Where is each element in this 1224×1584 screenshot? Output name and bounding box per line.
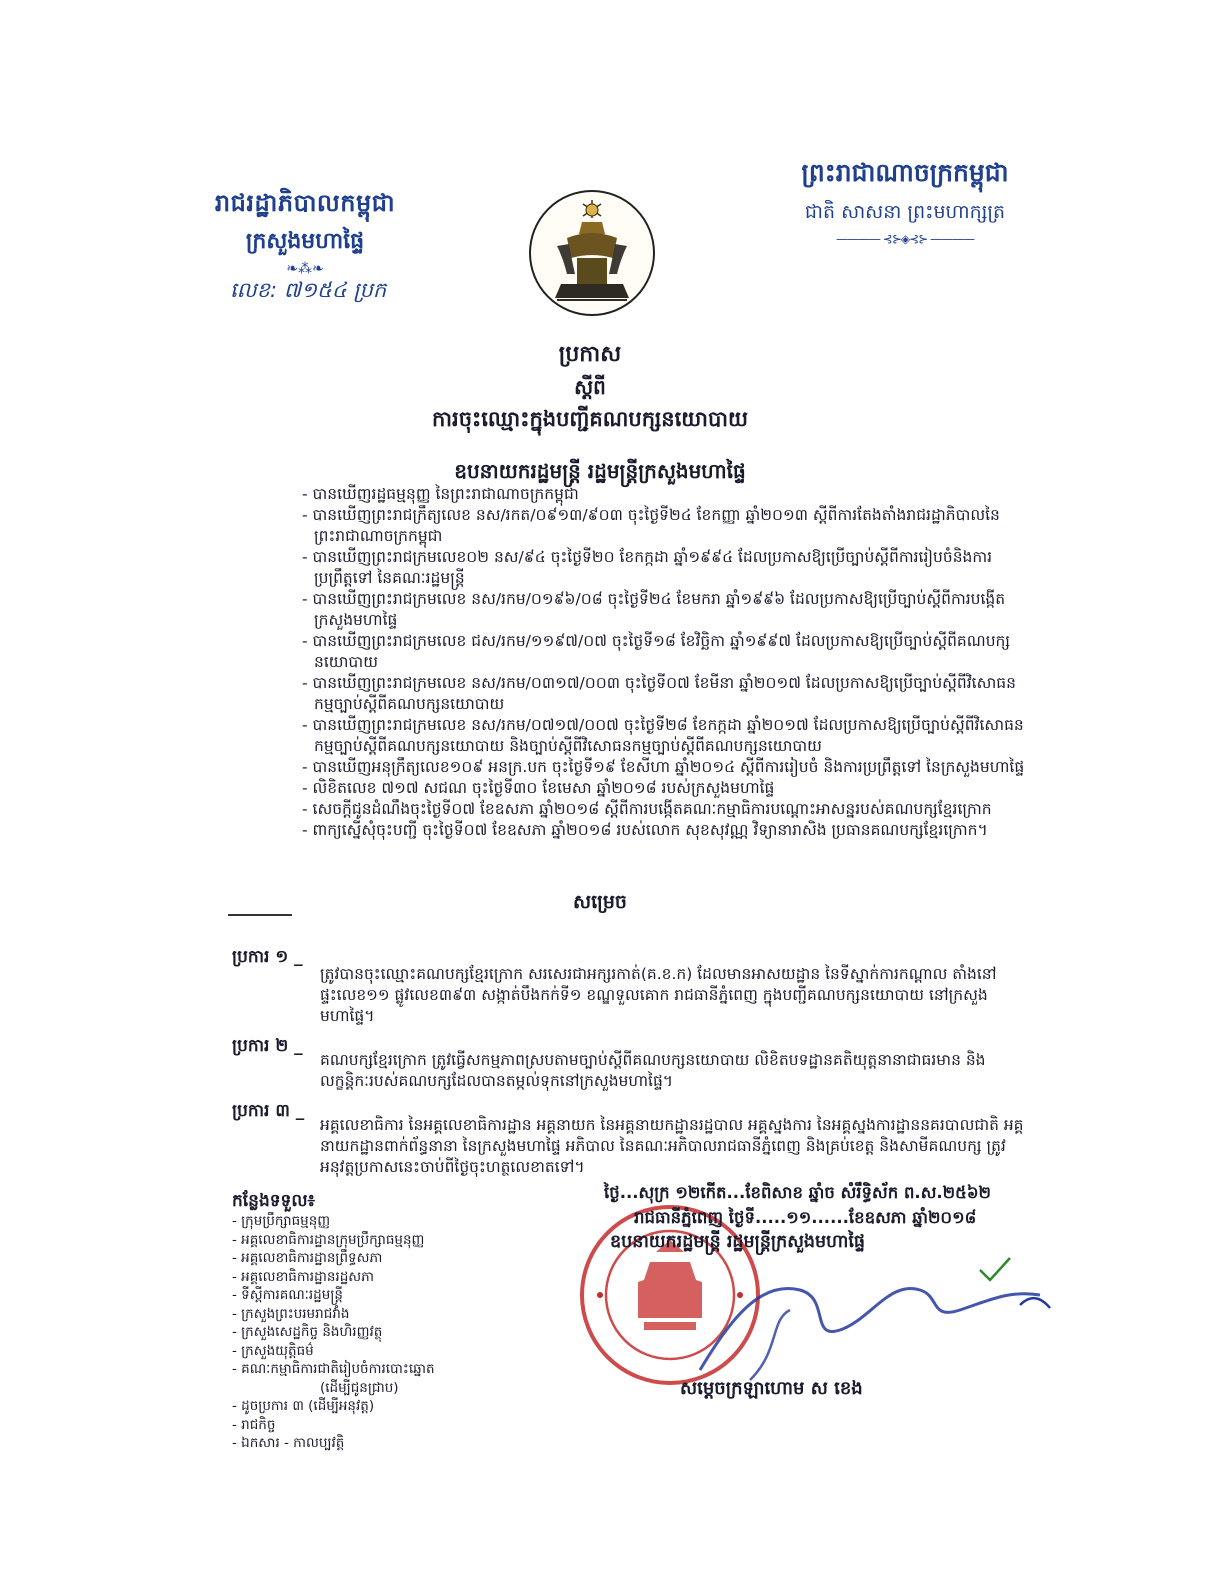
reference-item: - បានឃើញព្រះរាជក្រមលេខ នស/រកម/០៣១៧/០០៣ ចុះថ្ងៃទី០៧ ខែមីនា ឆ្នាំ២០១៧ ដែលប្រកាសឱ្យប្រើច្បាប់ស្តីពីវិសោធនកម្មច្បាប់ស្តីពីគណបក្សនយោបាយ (302, 674, 1016, 713)
ministry-header (200, 188, 410, 308)
reference-item: - បានឃើញអនុក្រឹត្យលេខ១០៩ អនក្រ.បក ចុះថ្ងៃទី១៩ ខែសីហា ឆ្នាំ២០១៤ ស្តីពីការរៀបចំ និងការប្រព្រឹត្តទៅ នៃក្រសួងមហាផ្ទៃ (302, 758, 1025, 776)
reference-item: - បានឃើញព្រះរាជក្រមលេខ០២ នស/៩៤ ចុះថ្ងៃទី២០ ខែកក្កដា ឆ្នាំ១៩៩៤ ដែលប្រកាសឱ្យប្រើច្បាប់ស្តីពីការរៀបចំនិងការប្រព្រឹត្តទៅ នៃគណៈរដ្ឋមន្ត្រី (302, 548, 993, 587)
reference-item: - បានឃើញព្រះរាជក្រមលេខ ជស/រកម/១១៩៧/០៧ ចុះថ្ងៃទី១៨ ខែវិច្ឆិកា ឆ្នាំ១៩៩៧ ដែលប្រកាសឱ្យប្រើច្បាប់ស្តីពីគណបក្សនយោបាយ (302, 632, 1010, 671)
recipient-item: - ក្រសួងសេដ្ឋកិច្ច និងហិរញ្ញវត្ថុ (232, 1324, 383, 1340)
document-title (300, 340, 880, 437)
header-ornament: ❧⁂❧ (286, 261, 324, 277)
national-motto: ជាតិ សាសនា ព្រះមហាក្សត្រ (804, 201, 1006, 223)
recipient-item: - រាជកិច្ច (232, 1416, 276, 1433)
document-about: ស្តីពី (574, 375, 606, 399)
article-2-body: គណបក្សខ្មែរក្រោក ត្រូវធ្វើសកម្មភាពស្របតាមច្បាប់ស្តីពីគណបក្សនយោបាយ លិខិតបទដ្ឋានគតិយុត្តនានាជាធរមាន និងលក្ខន្តិកៈរបស់គណបក្សដែលបានតម្កល់ទុកនៅក្រសួងមហាផ្ទៃ។ (320, 1051, 986, 1090)
government-name: រាជរដ្ឋាភិបាលកម្ពុជា (214, 189, 396, 217)
royal-coat-of-arms-icon (527, 188, 657, 318)
reference-item: - បានឃើញព្រះរាជក្រឹត្យលេខ នស/រកត/០៩១៣/៩០៣ ចុះថ្ងៃទី២៤ ខែកញ្ញា ឆ្នាំ២០១៣ ស្តីពីការតែងតាំងរាជរដ្ឋាភិបាលនៃព្រះរាជាណាចក្រកម្ពុជា (302, 506, 1000, 545)
references-list (302, 484, 1028, 841)
solar-date: រាជធានីភ្នំពេញ ថ្ងៃទី.....១១......ខែឧសភា ឆ្នាំ២០១៨ (634, 1208, 977, 1227)
motto-ornament: ———— ⊰⊱◈⊰⊱ ———— (835, 232, 975, 246)
reference-item: - លិខិតលេខ ៧១៧ សជណ ចុះថ្ងៃទី៣០ ខែមេសា ឆ្នាំ២០១៨ របស់ក្រសួងមហាផ្ទៃ (302, 779, 775, 797)
article-1-body: ត្រូវបានចុះឈ្មោះគណបក្សខ្មែរក្រោក សរសេរជាអក្សរកាត់(គ.ខ.ក) ដែលមានអាសយដ្ឋាន នៃទីស្នាក់ការកណ្តាល តាំងនៅផ្ទះលេខ១១ ផ្លូវលេខ៣៩៣ សង្កាត់បឹងកក់ទី១ ខណ្ឌទួលគោក រាជធានីភ្នំពេញ ក្នុងបញ្ជីគណបក្សនយោបាយ នៅក្រសួងមហាផ្ទៃ។ (320, 965, 997, 1025)
reference-item: - បានឃើញព្រះរាជក្រមលេខ នស/រកម/០១៩៦/០៨ ចុះថ្ងៃទី២៤ ខែមករា ឆ្នាំ១៩៩៦ ដែលប្រកាសឱ្យប្រើច្បាប់ស្តីពីការបង្កើតក្រសួងមហាផ្ទៃ (302, 590, 1006, 629)
signature-block (604, 1180, 1044, 1255)
reference-item: - បានឃើញព្រះរាជក្រមលេខ នស/រកម/០៧១៧/០០៧ ចុះថ្ងៃទី២៨ ខែកក្កដា ឆ្នាំ២០១៧ ដែលប្រកាសឱ្យប្រើច្បាប់ស្តីពីវិសោធនកម្មច្បាប់ស្តីពីគណបក្សនយោបាយ និងច្បាប់ស្តីពីវិសោធនកម្មច្បាប់ស្តីពីគណបក្សនយោបាយ (302, 716, 1024, 755)
article-1-heading: ប្រការ ១ _ (232, 947, 303, 967)
recipient-item: - ទីស្តីការគណៈរដ្ឋមន្ត្រី (232, 1287, 343, 1303)
recipient-item: - អគ្គលេខាធិការដ្ឋានក្រុមប្រឹក្សាធម្មនុញ្ញ (232, 1231, 425, 1248)
ministry-name: ក្រសួងមហាផ្ទៃ (245, 229, 365, 254)
document-type: ប្រកាស (558, 342, 622, 367)
recipient-item: - ក្រុមប្រឹក្សាធម្មនុញ្ញ (232, 1213, 331, 1229)
lunar-date: ថ្ងៃ...សុក្រ ១២កើត...ខែពិសាខ ឆ្នាំច សំរឹទ្ធិស័ក ព.ស.២៥៦២ (604, 1183, 992, 1202)
recipients-heading: កន្លែងទទួល៖ (232, 1191, 316, 1211)
reference-item: - បានឃើញរដ្ឋធម្មនុញ្ញ នៃព្រះរាជាណាចក្រកម្ពុជា (302, 485, 579, 503)
recipient-item: - អគ្គលេខាធិការដ្ឋានរដ្ឋសភា (232, 1268, 374, 1285)
reference-item: - សេចក្តីជូនដំណឹងចុះថ្ងៃទី០៧ ខែឧសភា ឆ្នាំ២០១៨ ស្តីពីការបង្កើតគណៈកម្មាធិការបណ្តោះអាសន្នរបស់គណបក្សខ្មែរក្រោក (302, 800, 992, 818)
recipient-note: (ដើម្បីជូនជ្រាប) (320, 1379, 399, 1396)
recipients-list (232, 1212, 472, 1453)
article-2-heading: ប្រការ ២ _ (232, 1036, 303, 1056)
signer-name: សម្តេចក្រឡាហោម ស ខេង (680, 1378, 863, 1399)
issuing-authority: ឧបនាយករដ្ឋមន្ត្រី រដ្ឋមន្ត្រីក្រសួងមហាផ្ទៃ (454, 459, 746, 483)
recipient-item: - អគ្គលេខាធិការដ្ឋានព្រឹទ្ធសភា (232, 1250, 383, 1266)
recipient-item: - គណៈកម្មាធិការជាតិរៀបចំការបោះឆ្នោត (232, 1361, 435, 1377)
recipient-item: - ឯកសារ - កាលប្បវត្តិ (232, 1435, 345, 1451)
recipient-item: - ក្រសួងយុត្តិធម៌ (232, 1342, 314, 1359)
recipient-item: - ក្រសួងព្រះបរមរាជវាំង (232, 1305, 350, 1322)
divider (228, 914, 292, 916)
reference-item: - ពាក្យស្នើសុំចុះបញ្ជី ចុះថ្ងៃទី០៧ ខែឧសភា ឆ្នាំ២០១៨ របស់លោក សុខសុវណ្ណ វិទ្យានារាសិង ប្រធានគណបក្សខ្មែរក្រោក។ (302, 821, 988, 839)
decision-heading: សម្រេច (573, 891, 627, 913)
kingdom-header (770, 158, 1040, 246)
recipient-item: - ដូចប្រការ ៣ (ដើម្បីអនុវត្ត) (232, 1398, 375, 1414)
kingdom-name: ព្រះរាជាណាចក្រកម្ពុជា (801, 158, 1009, 187)
signatory-title: ឧបនាយករដ្ឋមន្ត្រី រដ្ឋមន្ត្រីក្រសួងមហាផ្ទៃ (610, 1232, 866, 1252)
document-subject: ការចុះឈ្មោះក្នុងបញ្ជីគណបក្សនយោបាយ (432, 407, 748, 431)
article-3-heading: ប្រការ ៣ _ (232, 1101, 305, 1121)
document-number: លេខ: ៧១៥៤ ប្រក (230, 278, 387, 302)
article-3-body: អគ្គលេខាធិការ នៃអគ្គលេខាធិការដ្ឋាន អគ្គនាយក នៃអគ្គនាយកដ្ឋានរដ្ឋបាល អគ្គស្នងការ នៃអគ្គស្នងការដ្ឋាននគរបាលជាតិ អគ្គនាយកដ្ឋានពាក់ព័ន្ធនានា នៃក្រសួងមហាផ្ទៃ អភិបាល នៃគណៈអភិបាលរាជធានីភ្នំពេញ និងគ្រប់ខេត្ត និងសាមីគណបក្ស ត្រូវអនុវត្តប្រកាសនេះចាប់ពីថ្ងៃចុះហត្ថលេខាតទៅ។ (320, 1116, 1024, 1176)
